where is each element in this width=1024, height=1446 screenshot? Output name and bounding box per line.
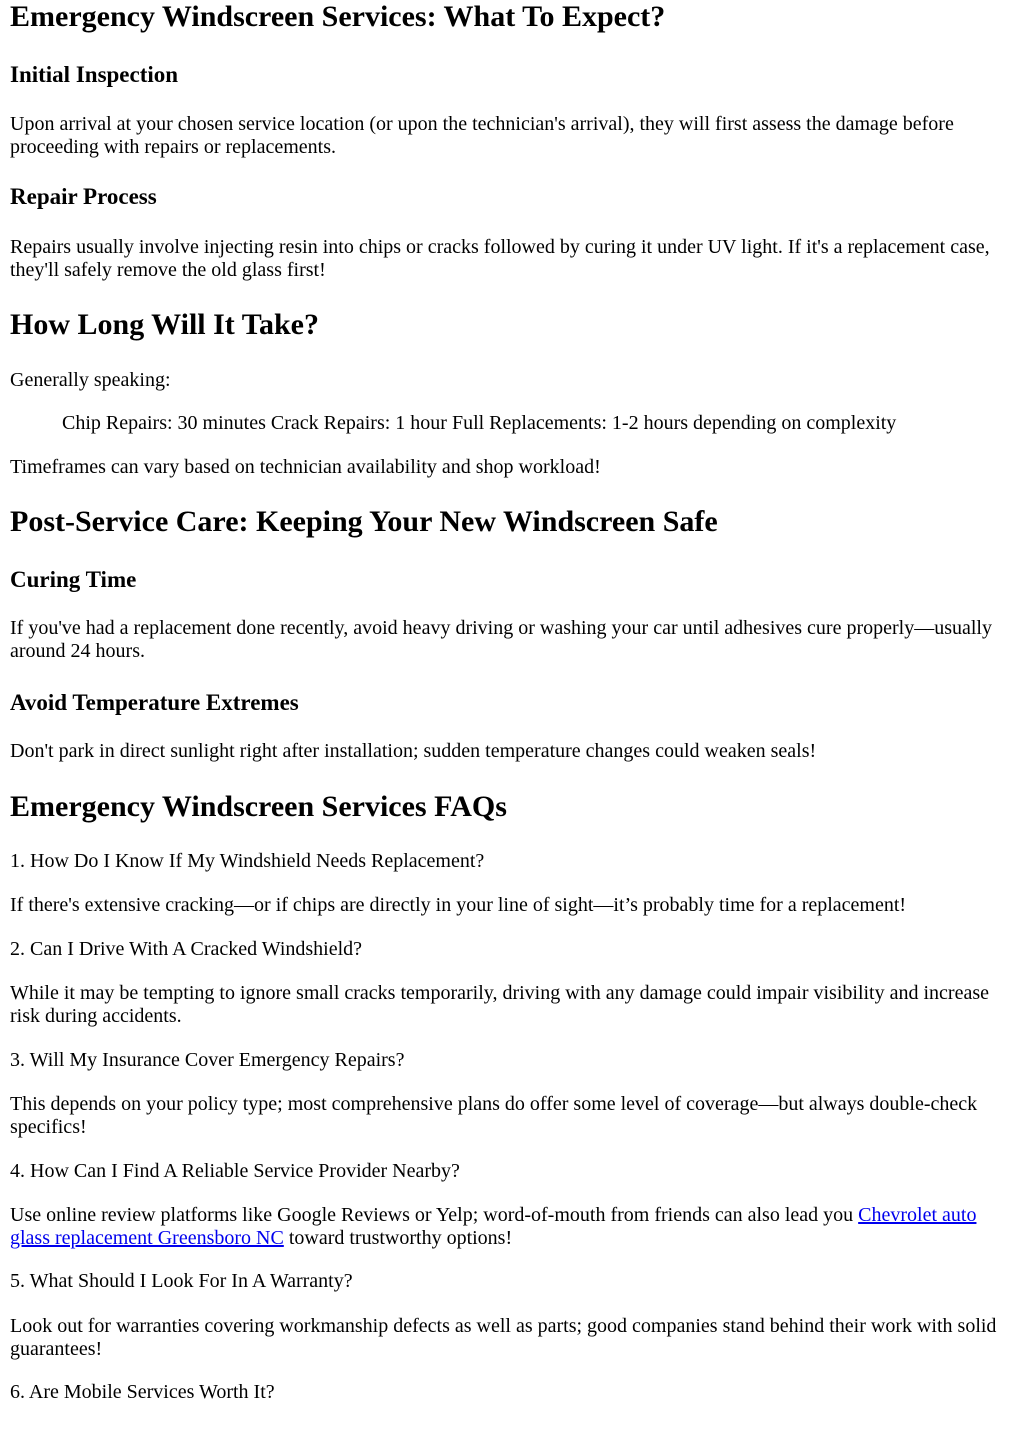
heading-temperature-extremes: Avoid Temperature Extremes (10, 690, 299, 715)
faq-answer-4-text-before: Use online review platforms like Google Reviews or Yelp; word-of-mouth from friends can also lead you (10, 1204, 859, 1226)
paragraph-initial-inspection: Upon arrival at your chosen service location (or upon the technician's arrival), they will first assess the damage before proceeding with repairs or replacements. (10, 113, 954, 158)
paragraph-timeframes: Timeframes can vary based on technician availability and shop workload! (10, 456, 601, 478)
heading-initial-inspection: Initial Inspection (10, 62, 179, 87)
heading-curing-time: Curing Time (10, 567, 137, 592)
durations-list: Chip Repairs: 30 minutes Crack Repairs: 1 hour Full Replacements: 1-2 hours depending on complexity (62, 412, 897, 434)
paragraph-repair-process: Repairs usually involve injecting resin into chips or cracks followed by curing it under UV light. If it's a replacement case, they'll safely remove the old glass first! (10, 236, 990, 281)
faq-answer-4-text-after: toward trustworthy options! (283, 1227, 513, 1249)
section-title-post-service: Post-Service Care: Keeping Your New Windscreen Safe (10, 505, 718, 538)
faq-question-1: 1. How Do I Know If My Windshield Needs Replacement? (10, 850, 485, 872)
section-title-how-long: How Long Will It Take? (10, 308, 319, 341)
faq-question-5: 5. What Should I Look For In A Warranty? (10, 1270, 353, 1292)
section-title-what-to-expect: Emergency Windscreen Services: What To Expect? (10, 0, 666, 33)
faq-question-3: 3. Will My Insurance Cover Emergency Repairs? (10, 1049, 405, 1071)
paragraph-generally-speaking: Generally speaking: (10, 369, 171, 391)
chevrolet-auto-glass-link[interactable]: Chevrolet auto glass replacement Greensboro NC (10, 1204, 977, 1249)
faq-answer-5: Look out for warranties covering workmanship defects as well as parts; good companies stand behind their work with solid guarantees! (10, 1315, 997, 1360)
faq-answer-1: If there's extensive cracking—or if chips are directly in your line of sight—it’s probably time for a replacement! (10, 894, 907, 916)
heading-repair-process: Repair Process (10, 184, 157, 209)
faq-answer-3: This depends on your policy type; most comprehensive plans do offer some level of coverage—but always double-check specifics! (10, 1093, 978, 1138)
faq-question-6: 6. Are Mobile Services Worth It? (10, 1381, 275, 1403)
faq-answer-2: While it may be tempting to ignore small cracks temporarily, driving with any damage could impair visibility and increase risk during accidents. (10, 982, 989, 1027)
section-title-faqs: Emergency Windscreen Services FAQs (10, 790, 507, 823)
faq-answer-4 (10, 1204, 1014, 1250)
paragraph-curing-time: If you've had a replacement done recently, avoid heavy driving or washing your car until adhesives cure properly—usually around 24 hours. (10, 617, 992, 662)
faq-question-2: 2. Can I Drive With A Cracked Windshield? (10, 938, 363, 960)
faq-question-4: 4. How Can I Find A Reliable Service Provider Nearby? (10, 1160, 460, 1182)
paragraph-temperature-extremes: Don't park in direct sunlight right after installation; sudden temperature changes could weaken seals! (10, 740, 817, 762)
